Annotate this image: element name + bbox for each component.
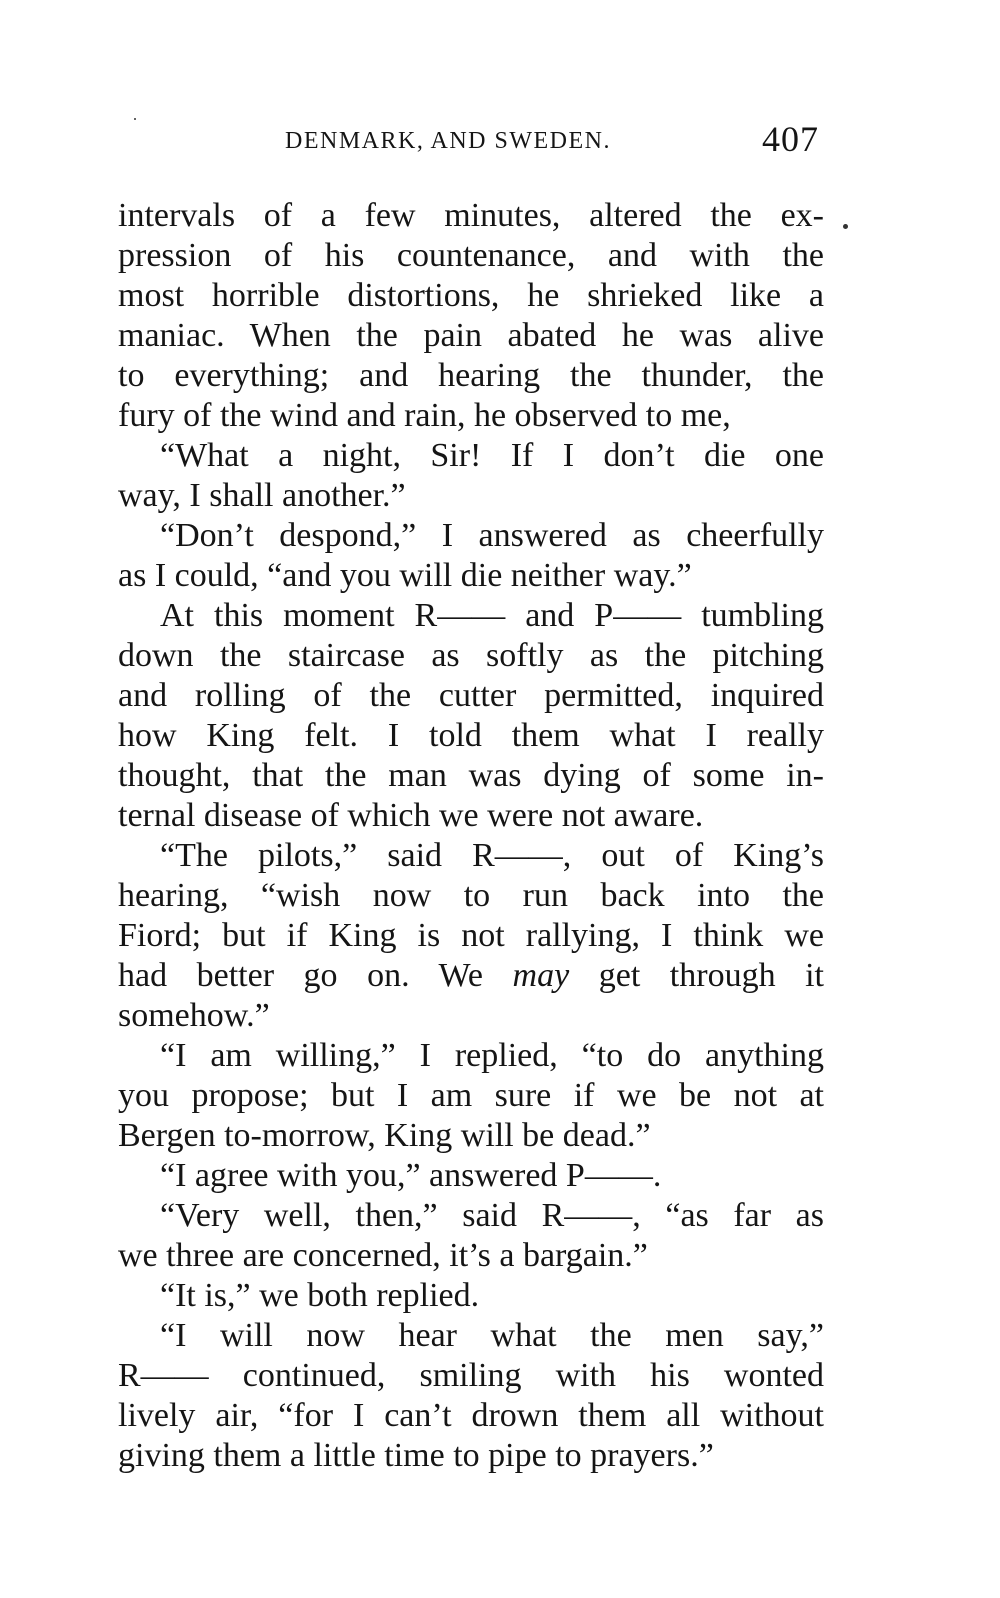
text-line: “I will now hear what the men say,” [160, 1317, 824, 1354]
running-title: DENMARK, AND SWEDEN. [285, 128, 611, 154]
text-line: “It is,” we both replied. [160, 1277, 480, 1314]
text-line: “Don’t despond,” I answered as cheerfully [160, 517, 824, 554]
text-line: “The pilots,” said R——, out of King’s [160, 837, 824, 874]
text-line: way, I shall another.” [118, 477, 406, 514]
text-line: how King felt. I told them what I really [118, 717, 824, 754]
text-line: maniac. When the pain abated he was alive [118, 317, 824, 354]
text-line: and rolling of the cutter permitted, inquired [118, 677, 824, 714]
running-head [0, 116, 1000, 160]
text-line: “I agree with you,” answered P——. [160, 1157, 662, 1194]
text-line: to everything; and hearing the thunder, the [118, 357, 824, 394]
text-line: “What a night, Sir! If I don’t die one [160, 437, 824, 474]
text-line: fury of the wind and rain, he observed to me, [118, 397, 731, 434]
text-line: “I am willing,” I replied, “to do anything [160, 1037, 824, 1074]
body-text [118, 196, 824, 1476]
text-line: Bergen to-morrow, King will be dead.” [118, 1117, 651, 1154]
text-line: we three are concerned, it’s a bargain.” [118, 1237, 648, 1274]
text-line: down the staircase as softly as the pitching [118, 637, 824, 674]
text-line: At this moment R—— and P—— tumbling [160, 597, 824, 634]
margin-mark [843, 224, 848, 229]
text-line: lively air, “for I can’t drown them all without [118, 1397, 824, 1434]
text-line-with-italic [118, 956, 824, 996]
text-line: intervals of a few minutes, altered the ex- [118, 197, 824, 234]
text-line: “Very well, then,” said R——, “as far as [160, 1197, 824, 1234]
text-line: ternal disease of which we were not aware. [118, 797, 704, 834]
italic-word: may [512, 957, 570, 994]
text-line: somehow.” [118, 997, 270, 1034]
text-line: as I could, “and you will die neither way.” [118, 557, 692, 594]
text-line: Fiord; but if King is not rallying, I think we [118, 917, 824, 954]
text-run: get through it [569, 957, 824, 994]
text-line: pression of his countenance, and with the [118, 237, 824, 274]
text-line: hearing, “wish now to run back into the [118, 877, 824, 914]
text-line: R—— continued, smiling with his wonted [118, 1357, 824, 1394]
text-line: thought, that the man was dying of some in- [118, 757, 824, 794]
page-number: 407 [762, 119, 819, 159]
text-line: giving them a little time to pipe to prayers.” [118, 1437, 714, 1474]
text-line: most horrible distortions, he shrieked like a [118, 277, 824, 314]
text-line: you propose; but I am sure if we be not at [118, 1077, 824, 1114]
text-run: had better go on. We [118, 957, 513, 994]
